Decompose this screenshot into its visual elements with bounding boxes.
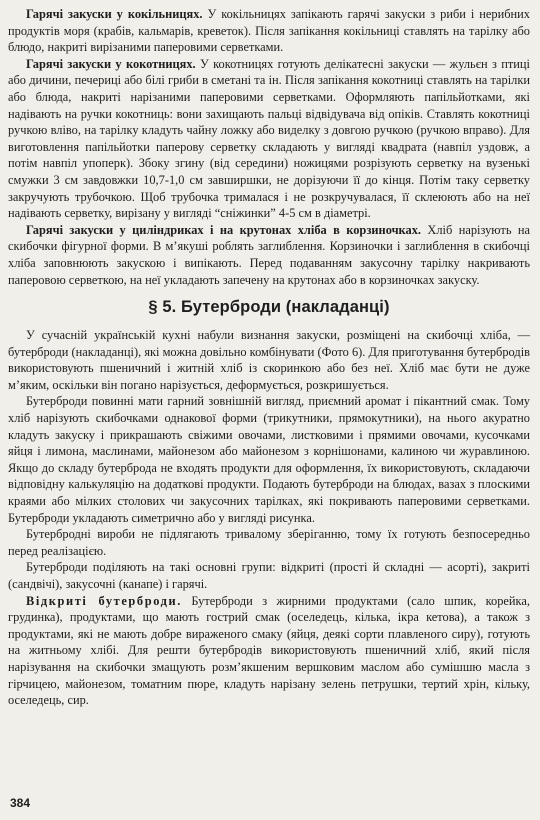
paragraph-cocottes-kokotnytsi <box>8 56 530 222</box>
paragraph-text: Бутерброди з жирними продуктами (сало шпик, корейка, грудинка), продуктами, що мають гострий смак (оселедець, кілька, ікра кетова), а також з продуктами, які не мають добре вираженого смаку (яйця, деякі сорти плавленого сиру), готують на житньому хлібі. Для решти бутербродів використовують пшеничний хліб, який після нарізування на скибочки змащують розм’якшеним вершковим маслом або сумішшю масла з гірчицею, майонезом, томатним пюре, кладуть нарізану зелень петрушки, тертий хрін, кільку, оселедець, сир. <box>8 593 530 708</box>
body-paragraph: Бутербродні вироби не підлягають тривалому зберіганню, тому їх готують безпосередньо перед реалізацією. <box>8 527 530 558</box>
paragraph-text: У кокільницях запікають гарячі закуски з риби і нерибних продуктів моря (крабів, кальмарів, креветок). Після запікання кокільниці ставлять на тарілку або блюдо, накриті вирізаними паперовими серветками. <box>8 7 530 55</box>
page-number: 384 <box>10 796 31 810</box>
paragraph-lead: Гарячі закуски у циліндриках і на крутонах хліба в корзиночках. <box>26 222 422 237</box>
paragraph-text: Хліб нарізують на скибочки фігурної форми. В м’якуші роблять заглиблення. Корзиночки і заглиблення в скибочці хліба заповнюють закускою і випікають. Перед подаванням закусочну тарілку накривають паперовою серветкою, на неї укладають запечену на крутонах або в корзиночках закуску. <box>8 222 531 287</box>
body-paragraph: Бутерброди повинні мати гарний зовнішній вигляд, приємний аромат і пікантний смак. Тому хліб нарізують скибочками однакової форми (трикутники, прямокутники), на нього акуратно кладуть закуску і прикрашають свіжими овочами, листковими і прямими овочами, кусочками яйця і лимона, маслинами, майонезом або майонезом з корнішонами, калиною чи журавлиною. Якщо до складу бутерброда не входять продукти для оформлення, їх використовують, складаючи відповідну калькуляцію на додаткові продукти. Подають бутерброди на блюдах, вазах з плоскими краями або мілких столових чи закусочних тарілках, які покривають паперовими серветками. Бутерброди укладають симетрично або у вигляді рисунка. <box>8 394 530 525</box>
paragraph-lead: Гарячі закуски у кокільницях. <box>26 7 203 21</box>
body-paragraph: У сучасній українській кухні набули визнання закуски, розміщені на скибочці хліба, — бутерброди (накладанці), які можна довільно комбінувати (Фото 6). Для приготування бутербродів використовують пшеничний і житній хліб із скоринкою або без неї. Хліб має бути не дуже м’яким, оскільки він погано нарізується, деформується, розкришується. <box>8 328 530 392</box>
paragraph-lead: Відкриті бутерброди. <box>26 593 182 608</box>
section-title: § 5. Бутерброди (накладанці) <box>148 298 390 317</box>
paragraph-open-sandwiches <box>8 593 530 709</box>
paragraph-bread-baskets <box>8 222 530 288</box>
body-paragraph: Бутерброди поділяють на такі основні групи: відкриті (прості й складні — асорті), закриті (сандвічі), закусочні (канапе) і гарячі. <box>8 560 530 591</box>
paragraph-text: У кокотницях готують делікатесні закуски — жульєн з птиці або дичини, печериці або білі гриби в сметані та ін. Після запікання кокотниці ставлять на тарілки або блюда, накриті нарізаними паперовими серветками. Оформляють папільйотками, які надівають на ручки кокотниць: вони захищають пальці відвідувача від опіків. Ставлять кокотниці ручкою вліво, на тарілку кладуть чайну ложку або виделку з довгою ручкою (ручкою вправо). Для виготовлення папільйотки паперову серветку складають у вигляді квадрата (навпіл уздовж, а потім навпіл упоперк). Збоку згину (від середини) ножицями розрізують серветку на вузенькі смужки 3 см завдовжки 10,7-1,0 см завширшки, не дорізуючи її до кінця. Потім таку серветку закручують трубочкою. Щоб трубочка трималася і не розкручувалася, її склеюють або на неї надівають серветку, вирізану у вигляді “сніжинки” 4-5 см в діаметрі. <box>8 56 530 221</box>
paragraph-cocottes-kokilnytsi <box>8 6 530 56</box>
paragraph-lead: Гарячі закуски у кокотницях. <box>26 56 196 71</box>
